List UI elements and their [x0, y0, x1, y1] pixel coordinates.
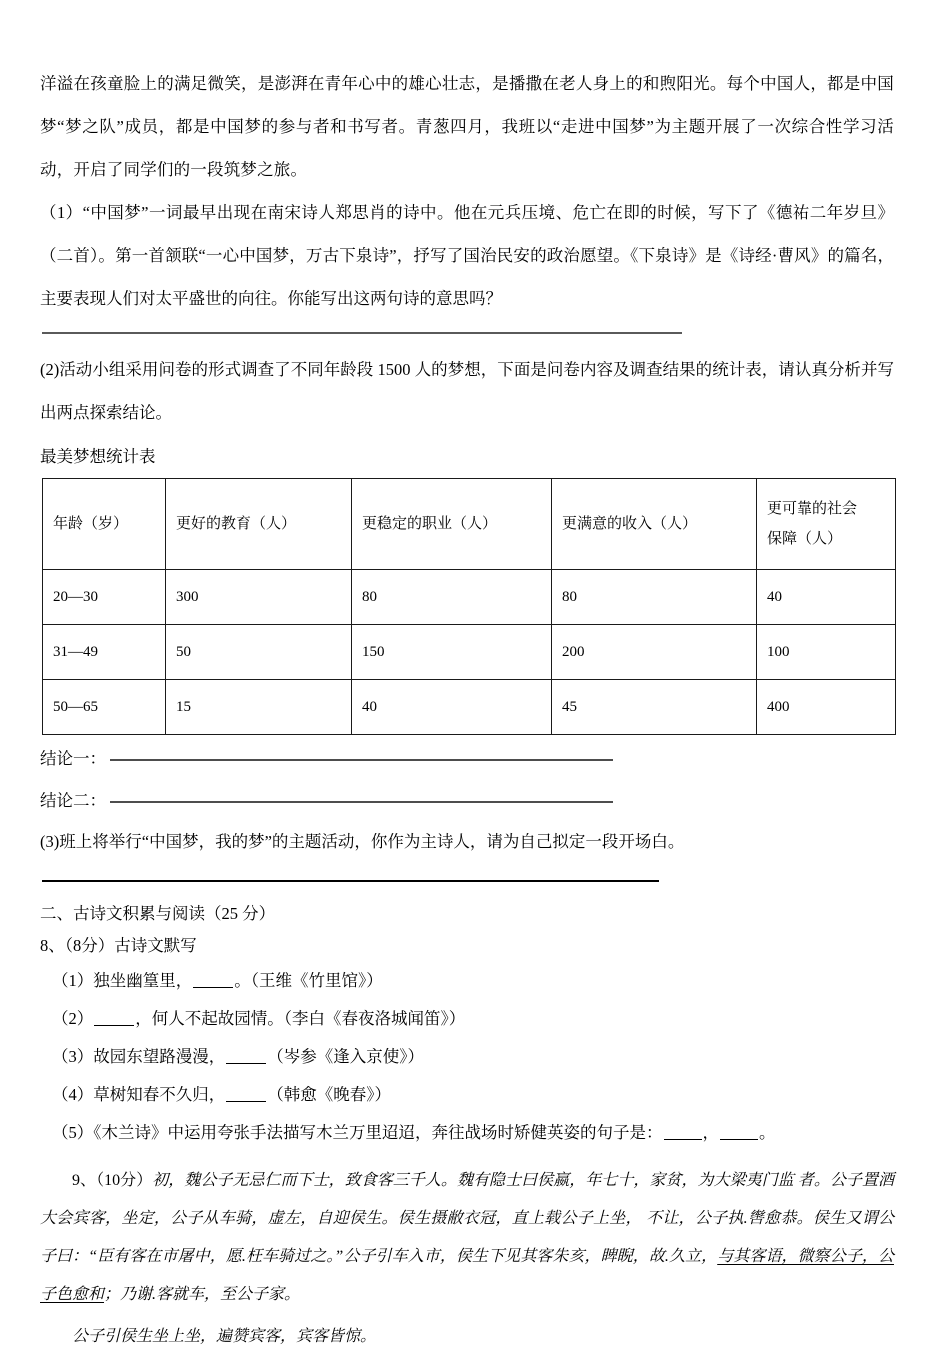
conclusion-2-answer-line[interactable]: [110, 801, 613, 803]
answer-blank[interactable]: [720, 1123, 758, 1140]
table-row: [43, 570, 896, 625]
item-4-prefix: （4）草树知春不久归，: [52, 1085, 226, 1104]
item-3-prefix: （3）故园东望路漫漫，: [52, 1047, 226, 1066]
answer-blank[interactable]: [193, 971, 233, 988]
table-header-label: 更稳定的职业（人）: [362, 516, 498, 532]
section-2-heading: 二、古诗文积累与阅读（25 分）: [40, 904, 276, 923]
question-3-text: (3)班上将举行“中国梦，我的梦”的主题活动，你作为主诗人，请为自己拟定一段开场白。: [40, 832, 685, 851]
memorization-item-3: [40, 1038, 894, 1076]
table-row: [43, 625, 896, 680]
item-3-suffix: （岑参《逢入京使》）: [267, 1047, 424, 1066]
intro-paragraph: 洋溢在孩童脸上的满足微笑，是澎湃在青年心中的雄心壮志，是播撒在老人身上的和煦阳光。每个中国人，都是中国梦“梦之队”成员，都是中国梦的参与者和书写者。青葱四月，我班以“走进中国梦”为主题开展了一次综合性学习活动，开启了同学们的一段筑梦之旅。: [40, 74, 894, 179]
table-cell-job: 40: [352, 680, 552, 735]
table-header-label: 更可靠的社会: [767, 501, 858, 517]
answer-line-q3[interactable]: [42, 880, 659, 882]
question-9-body: 初，魏公子无忌仁而下士，致食客三千人。魏有隐士曰侯嬴，年七十，家贫，为大梁夷门监 者。公子置酒大会宾客，坐定，公子从车骑，虚左，自迎侯生。侯生摄敝衣冠，直上载公子上坐， 不让，公子执.辔愈恭。侯生又谓公子曰：“臣有客在市屠中，愿.枉车骑过之。”公子引车入市，侯生下见其客朱亥，睥睨，故.久立，: [40, 1172, 894, 1265]
table-cell-education: 50: [166, 625, 352, 680]
answer-blank[interactable]: [94, 1009, 134, 1026]
question-1-text: （1）“中国梦”一词最早出现在南宋诗人郑思肖的诗中。他在元兵压境、危亡在即的时候，写下了《德祐二年岁旦》（二首）。第一首颔联“一心中国梦，万古下泉诗”，抒写了国治民安的政治愿望。《下泉诗》是《诗经·曹风》的篇名，主要表现人们对太平盛世的向往。你能写出这两句诗的意思吗？: [40, 203, 894, 308]
table-cell-security: 400: [757, 680, 896, 735]
table-header-cell: [552, 479, 757, 570]
question-9-underlined-sentence: 与其客语，微察公子，公子色愈和: [40, 1248, 894, 1303]
table-header-cell: [43, 479, 166, 570]
table-title: 最美梦想统计表: [40, 447, 156, 466]
answer-blank[interactable]: [226, 1085, 266, 1102]
question-9-body-tail: ；乃谢.客就车，至公子家。: [104, 1286, 301, 1303]
memorization-item-1: [40, 962, 894, 1000]
table-header-label: 更满意的收入（人）: [562, 516, 698, 532]
table-cell-education: 300: [166, 570, 352, 625]
conclusion-1-label: 结论一：: [40, 749, 106, 768]
question-9-line2-text: 公子引侯生坐上坐，遍赞宾客，宾客皆惊。: [72, 1328, 377, 1345]
dream-statistics-table: [42, 478, 896, 735]
item-2-prefix: （2）: [52, 1009, 94, 1028]
question-8-heading: 8、（8分）古诗文默写: [40, 936, 197, 955]
question-9-passage: [40, 1162, 894, 1314]
table-cell-age: 31—49: [43, 625, 166, 680]
conclusion-2: [40, 783, 894, 819]
table-cell-income: 200: [552, 625, 757, 680]
table-cell-job: 150: [352, 625, 552, 680]
memorization-item-5: （5）《木兰诗》中运用夸张手法描写木兰万里迢迢，奔往战场时矫健英姿的句子是： ， 。: [52, 1123, 776, 1142]
table-cell-income: 80: [552, 570, 757, 625]
item-5-prefix: （5）《木兰诗》中运用夸张手法描写木兰万里迢迢，奔往战场时矫健英姿的句子是：: [52, 1123, 663, 1142]
table-header-cell: [166, 479, 352, 570]
table-cell-income: 45: [552, 680, 757, 735]
table-cell-education: 15: [166, 680, 352, 735]
item-4-suffix: （韩愈《晚春》）: [267, 1085, 391, 1104]
item-2-suffix: ，何人不起故园情。（李白《春夜洛城闻笛》）: [135, 1009, 466, 1028]
question-9-passage-line2: [40, 1318, 894, 1356]
memorization-item-2: [40, 1000, 894, 1038]
table-cell-job: 80: [352, 570, 552, 625]
conclusion-1: [40, 741, 894, 777]
table-cell-age: 50—65: [43, 680, 166, 735]
item-1-suffix: 。（王维《竹里馆》）: [234, 971, 383, 990]
table-header-label: 保障（人）: [767, 531, 843, 547]
table-cell-age: 20—30: [43, 570, 166, 625]
table-header-label: 年龄（岁）: [53, 516, 129, 532]
table-row: [43, 680, 896, 735]
table-header-label: 更好的教育（人）: [176, 516, 297, 532]
answer-blank[interactable]: [664, 1123, 702, 1140]
item-1-prefix: （1）独坐幽篁里，: [52, 971, 193, 990]
memorization-item-4: [40, 1076, 894, 1114]
question-9-label: 9、（10分）: [72, 1172, 153, 1189]
conclusion-1-answer-line[interactable]: [110, 759, 613, 761]
question-2-text: (2)活动小组采用问卷的形式调查了不同年龄段 1500 人的梦想，下面是问卷内容及调查结果的统计表，请认真分析并写出两点探索结论。: [40, 360, 894, 422]
item-5-suffix: 。: [759, 1123, 776, 1142]
table-cell-security: 100: [757, 625, 896, 680]
answer-line-q1[interactable]: [42, 332, 682, 334]
table-cell-security: 40: [757, 570, 896, 625]
table-header-cell: [757, 479, 896, 570]
conclusion-2-label: 结论二：: [40, 791, 106, 810]
table-header-cell: [352, 479, 552, 570]
table-header-row: [43, 479, 896, 570]
answer-blank[interactable]: [226, 1047, 266, 1064]
